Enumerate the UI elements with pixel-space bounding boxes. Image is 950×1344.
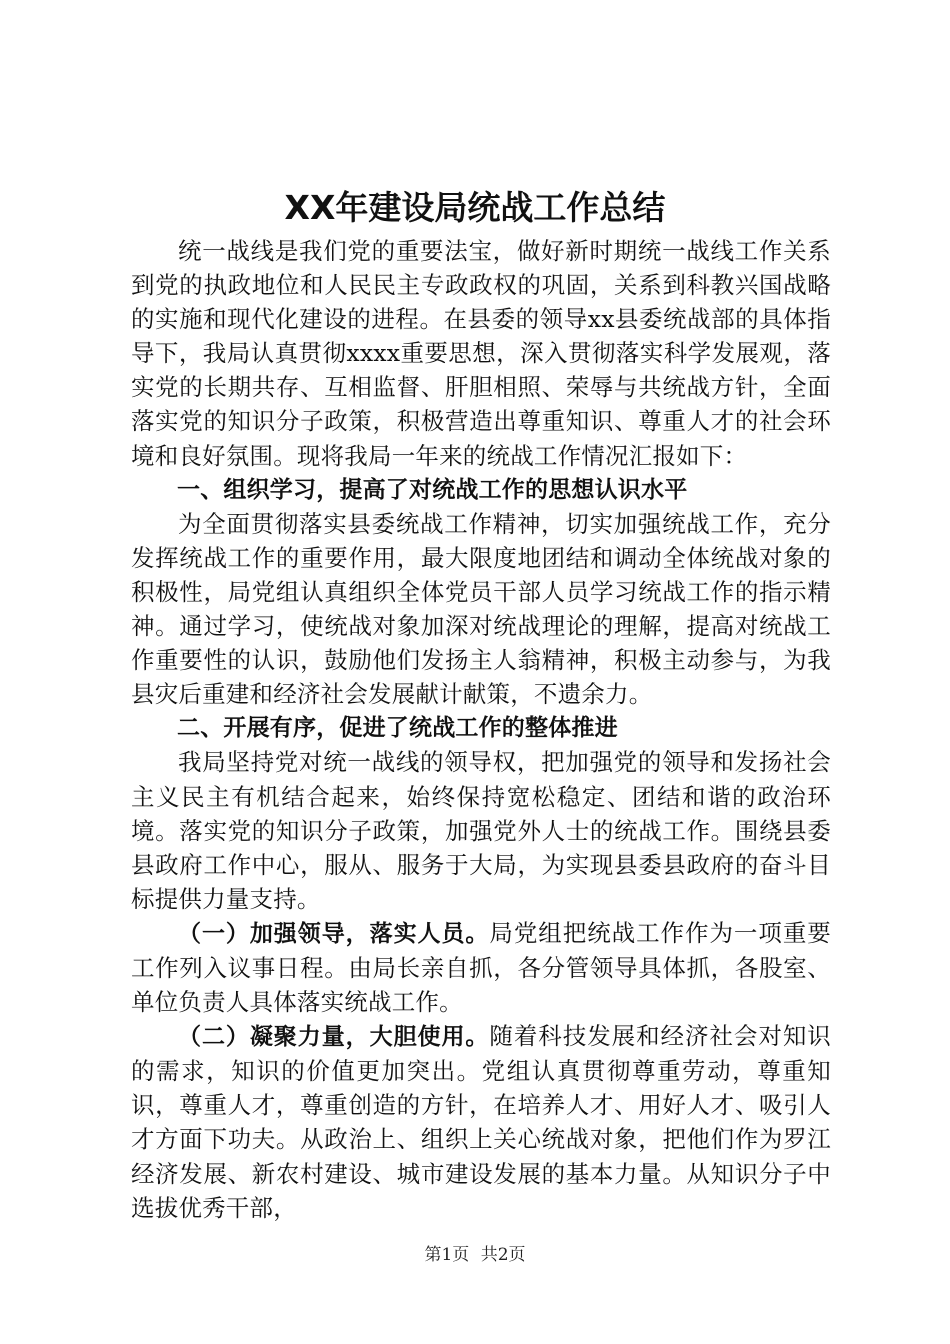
subsection-1-text: 局党组把统战工作作为一项重要工作列入议事日程。由局长亲自抓，各分管领导具体抓，各股室、单位负责人具体落实统战工作。: [131, 918, 831, 1017]
section-1-paragraph: 为全面贯彻落实县委统战工作精神，切实加强统战工作，充分发挥统战工作的重要作用，最大限度地团结和调动全体统战对象的积极性，局党组认真组织全体党员干部人员学习统战工作的指示精神。通过学习，使统战对象加深对统战理论的理解，提高对统战工作重要性的认识，鼓励他们发扬主人翁精神，积极主动参与，为我县灾后重建和经济社会发展献计献策，不遗余力。: [131, 509, 831, 709]
section-2-paragraph: 我局坚持党对统一战线的领导权，把加强党的领导和发扬社会主义民主有机结合起来，始终保持宽松稳定、团结和谐的政治环境。落实党的知识分子政策，加强党外人士的统战工作。围绕县委县政府工作中心，服从、服务于大局，为实现县委县政府的奋斗目标提供力量支持。: [131, 748, 831, 913]
page-footer: [0, 1244, 950, 1266]
page-total: 共2页: [480, 1245, 526, 1265]
subsection-2-lead: （二）凝聚力量，大胆使用。: [178, 1024, 490, 1051]
subsection-1-lead: （一）加强领导，落实人员。: [178, 920, 490, 947]
section-heading-2: 二、开展有序，促进了统战工作的整体推进: [177, 715, 618, 742]
document-title: XX年建设局统战工作总结: [284, 188, 666, 227]
section-heading-1: 一、组织学习，提高了对统战工作的思想认识水平: [177, 476, 688, 503]
intro-paragraph: 统一战线是我们党的重要法宝，做好新时期统一战线工作关系到党的执政地位和人民民主专政政权的巩固，关系到科教兴国战略的实施和现代化建设的进程。在县委的领导xx县委统战部的具体指导下，我局认真贯彻xxxx重要思想，深入贯彻落实科学发展观，落实党的长期共存、互相监督、肝胆相照、荣辱与共统战方针，全面落实党的知识分子政策，积极营造出尊重知识、尊重人才的社会环境和良好氛围。现将我局一年来的统战工作情况汇报如下：: [131, 237, 831, 470]
document-body: [131, 234, 831, 1225]
subsection-2-paragraph: [131, 1019, 831, 1225]
page-number: 第1页: [424, 1245, 470, 1265]
subsection-1-paragraph: [131, 916, 831, 1019]
subsection-2-text: 随着科技发展和经济社会对知识的需求，知识的价值更加突出。党组认真贯彻尊重劳动，尊重知识，尊重人才，尊重创造的方针，在培养人才、用好人才、吸引人才方面下功夫。从政治上、组织上关心统战对象，把他们作为罗江经济发展、新农村建设、城市建设发展的基本力量。从知识分子中选拔优秀干部，: [131, 1022, 831, 1222]
